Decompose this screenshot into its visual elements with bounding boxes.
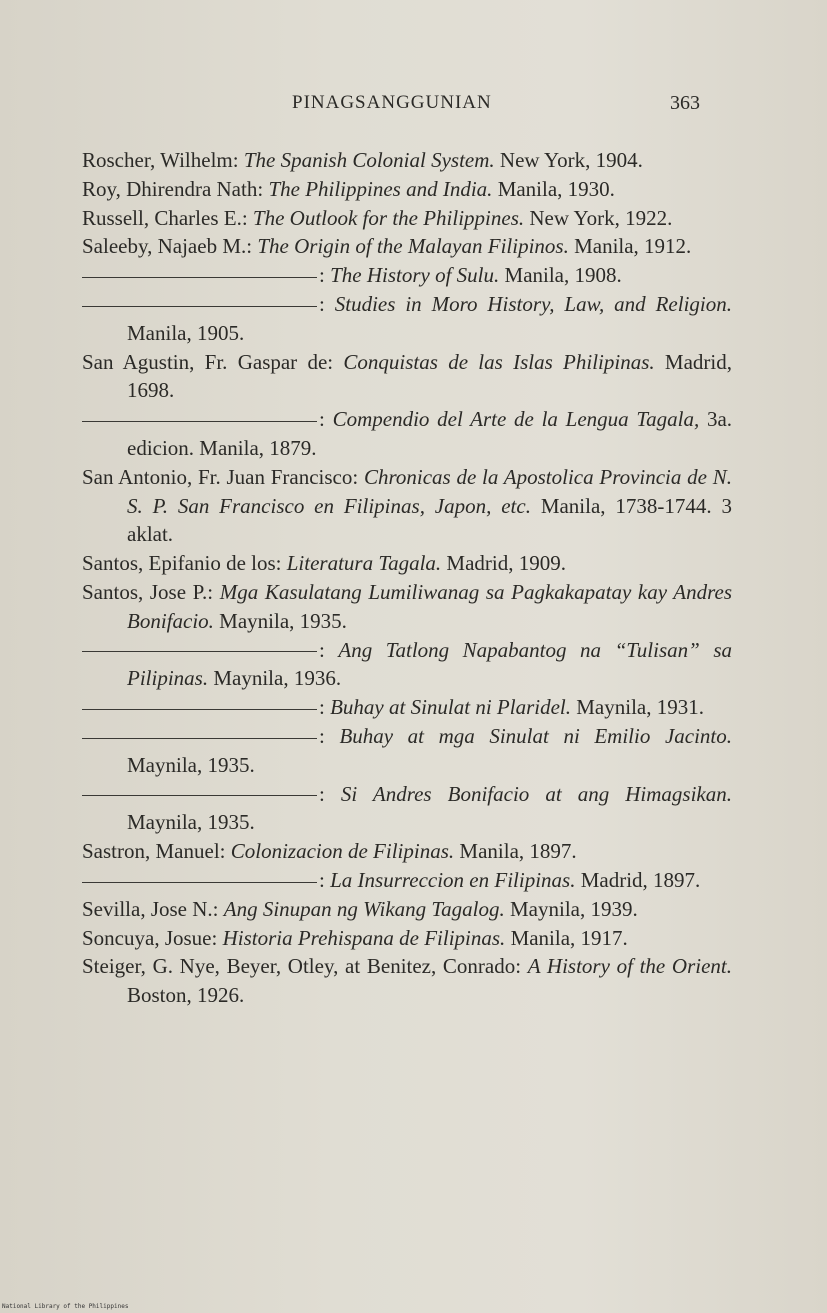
entry-title: Studies in Moro History, Law, and Religion. — [334, 291, 732, 316]
entry-publication: Maynila, 1939. — [510, 896, 638, 921]
ditto-dash — [82, 882, 317, 883]
entry-author: Sevilla, Jose N.: — [82, 896, 219, 921]
bibliography-entry — [82, 895, 732, 924]
entry-title: The Origin of the Malayan Filipinos. — [257, 234, 569, 259]
entry-publication: Maynila, 1935. — [219, 608, 347, 633]
bibliography-entry — [82, 261, 732, 290]
entry-author: : — [319, 407, 325, 432]
entry-author: Roy, Dhirendra Nath: — [82, 176, 264, 201]
entry-publication: Maynila, 1935. — [127, 810, 255, 835]
bibliography-entry — [82, 952, 732, 1010]
entry-publication: Maynila, 1936. — [213, 666, 342, 691]
entry-author: : — [319, 291, 325, 316]
ditto-dash — [82, 709, 317, 710]
entry-title: Compendio del Arte de la Lengua Tagala, — [332, 407, 700, 432]
bibliography-entry — [82, 463, 732, 549]
running-title: PINAGSANGGUNIAN — [292, 92, 492, 113]
bibliography-entry — [82, 780, 732, 838]
entry-publication: Manila, 1930. — [497, 176, 615, 201]
bibliography-entry — [82, 348, 732, 406]
entry-publication: New York, 1904. — [499, 148, 643, 172]
entry-publication: Manila, 1905. — [127, 320, 245, 345]
entry-title: La Insurreccion en Filipinas. — [330, 867, 576, 892]
bibliography-entry — [82, 578, 732, 636]
entry-title: Ang Sinupan ng Wikang Tagalog. — [223, 896, 505, 921]
entry-publication: 3a. edicion. Manila, 1879. — [127, 407, 733, 460]
entry-author: San Agustin, Fr. Gaspar de: — [82, 349, 334, 374]
bibliography-entry — [82, 636, 732, 694]
entry-publication: Maynila, 1931. — [576, 695, 704, 720]
bibliography-entry — [82, 175, 732, 204]
entry-author: : — [319, 867, 325, 892]
entry-publication: Madrid, 1698. — [127, 349, 732, 403]
entry-publication: Madrid, 1909. — [446, 551, 566, 576]
entry-author: Sastron, Manuel: — [82, 839, 226, 864]
bibliography-entry — [82, 924, 732, 953]
entry-title: The History of Sulu. — [330, 263, 500, 288]
entry-author: : — [319, 263, 325, 288]
bibliography-list — [82, 146, 732, 1010]
entry-title: The Outlook for the Philippines. — [252, 205, 525, 230]
bibliography-entry — [82, 866, 732, 895]
entry-title: Mga Kasulatang Lumiliwanag sa Pagkakapatay kay Andres Bonifacio. — [127, 579, 733, 633]
entry-title: Buhay at Sinulat ni Plaridel. — [330, 695, 571, 720]
bibliography-entry — [82, 290, 732, 348]
entry-publication: Manila, 1912. — [574, 234, 692, 259]
entry-title: Historia Prehispana de Filipinas. — [222, 925, 506, 950]
entry-author: Santos, Epifanio de los: — [82, 551, 282, 576]
ditto-dash — [82, 651, 317, 652]
entry-author: : — [319, 637, 325, 662]
bibliography-entry — [82, 549, 732, 578]
ditto-dash — [82, 421, 317, 422]
entry-author: Steiger, G. Nye, Beyer, Otley, at Benitez, Conrado: — [82, 954, 522, 979]
entry-title: Colonizacion de Filipinas. — [230, 839, 455, 864]
entry-title: Si Andres Bonifacio at ang Himagsikan. — [340, 781, 732, 806]
entry-author: Roscher, Wilhelm: — [82, 148, 239, 172]
entry-publication: Maynila, 1935. — [127, 752, 255, 777]
entry-publication: Manila, 1917. — [510, 925, 628, 950]
entry-publication: Manila, 1738-1744. 3 aklat. — [127, 493, 732, 547]
ditto-dash — [82, 738, 317, 739]
page-number: 363 — [670, 92, 700, 114]
entry-title: Buhay at mga Sinulat ni Emilio Jacinto. — [339, 723, 733, 748]
entry-title: Literatura Tagala. — [286, 551, 442, 576]
entry-publication: New York, 1922. — [529, 205, 673, 230]
entry-title: The Spanish Colonial System. — [243, 148, 495, 172]
entry-author: Russell, Charles E.: — [82, 205, 248, 230]
entry-title: A History of the Orient. — [527, 954, 733, 979]
ditto-dash — [82, 795, 317, 796]
entry-publication: Boston, 1926. — [127, 983, 245, 1008]
entry-author: : — [319, 723, 325, 748]
bibliography-entry — [82, 722, 732, 780]
entry-author: Soncuya, Josue: — [82, 925, 218, 950]
entry-publication: Manila, 1897. — [459, 839, 577, 864]
bibliography-entry — [82, 693, 732, 722]
entry-publication: Madrid, 1897. — [580, 867, 701, 892]
entry-author: San Antonio, Fr. Juan Francisco: — [82, 464, 359, 489]
ditto-dash — [82, 277, 317, 278]
entry-title: Ang Tatlong Napabantog na “Tulisan” sa Pilipinas. — [127, 637, 733, 691]
page-header — [0, 92, 827, 122]
entry-title: Chronicas de la Apostolica Provincia de N. S. P. San Francisco en Filipinas, Japon, etc. — [127, 464, 732, 518]
entry-publication: Manila, 1908. — [504, 263, 622, 288]
entry-author: : — [319, 695, 325, 720]
bibliography-entry — [82, 405, 732, 463]
bibliography-entry — [82, 146, 732, 175]
bibliography-entry — [82, 232, 732, 261]
entry-title: Conquistas de las Islas Philipinas. — [343, 349, 655, 374]
scan-watermark: National Library of the Philippines — [2, 1303, 129, 1310]
bibliography-entry — [82, 204, 732, 233]
entry-author: Saleeby, Najaeb M.: — [82, 234, 253, 259]
entry-author: : — [319, 781, 325, 806]
entry-title: The Philippines and India. — [268, 176, 493, 201]
entry-author: Santos, Jose P.: — [82, 579, 214, 604]
bibliography-entry — [82, 837, 732, 866]
ditto-dash — [82, 306, 317, 307]
